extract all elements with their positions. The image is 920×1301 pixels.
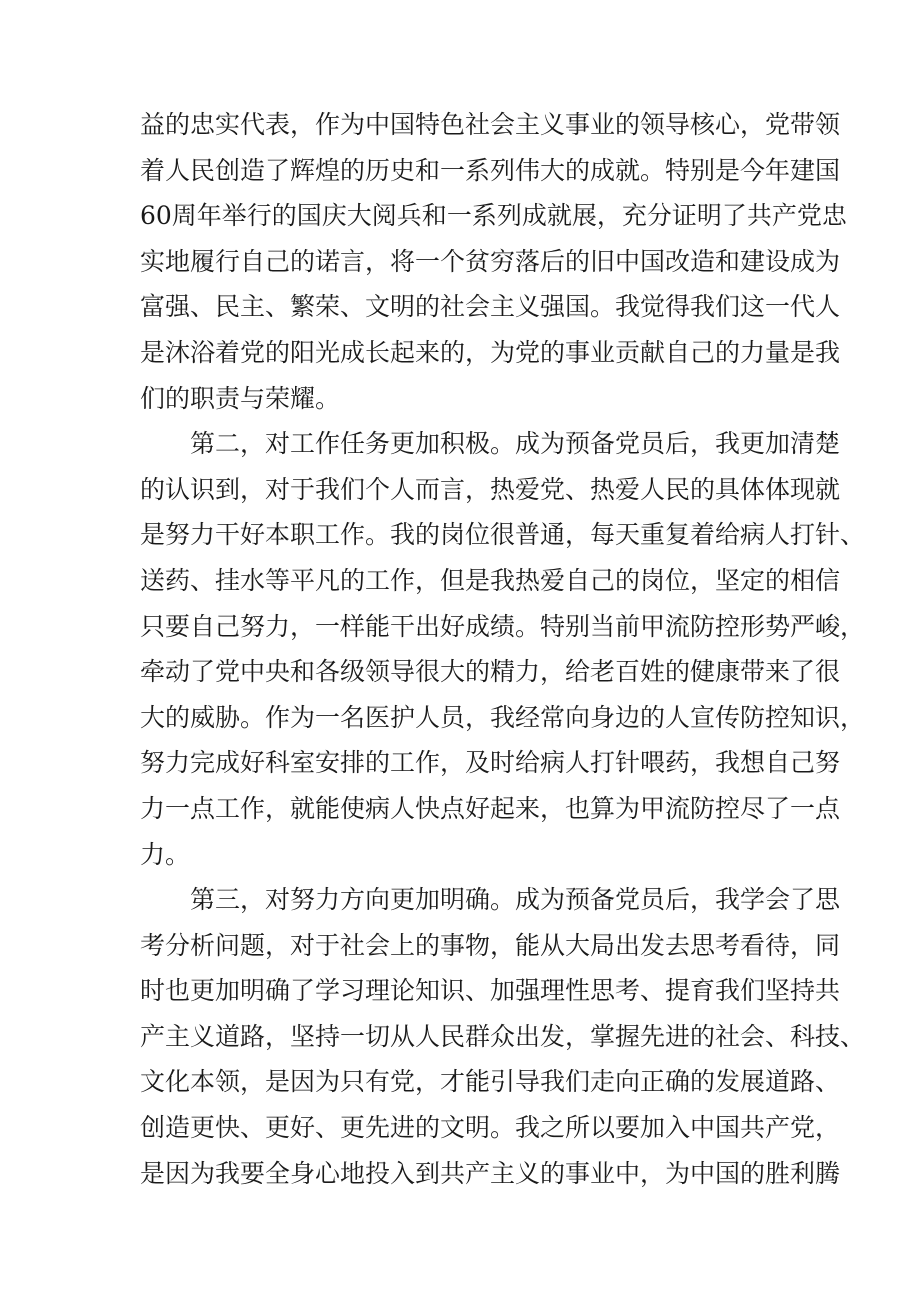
text-line: 大的威胁。作为一名医护人员，我经常向身边的人宣传防控知识， <box>140 702 866 732</box>
text-line: 牵动了党中央和各级领导很大的精力，给老百姓的健康带来了很 <box>140 657 841 687</box>
text-line: 时也更加明确了学习理论知识、加强理性思考、提育我们坚持共 <box>140 976 841 1006</box>
text-line: 第二，对工作任务更加积极。成为预备党员后，我更加清楚 <box>190 429 841 459</box>
text-line: 是沐浴着党的阳光成长起来的，为党的事业贡献自己的力量是我 <box>140 337 841 367</box>
text-line: 考分析问题，对于社会上的事物，能从大局出发去思考看待，同 <box>140 930 841 960</box>
text-line: 的认识到，对于我们个人而言，热爱党、热爱人民的具体体现就 <box>140 474 841 504</box>
text-line: 文化本领，是因为只有党，才能引导我们走向正确的发展道路、 <box>140 1067 841 1097</box>
text-line: 是努力干好本职工作。我的岗位很普通，每天重复着给病人打针、 <box>140 520 866 550</box>
text-line: 富强、民主、繁荣、文明的社会主义强国。我觉得我们这一代人 <box>140 292 841 322</box>
text-line: 们的职责与荣耀。 <box>140 383 341 413</box>
text-line: 益的忠实代表，作为中国特色社会主义事业的领导核心，党带领 <box>140 110 841 139</box>
text-line: 创造更快、更好、更先进的文明。我之所以要加入中国共产党， <box>140 1113 841 1143</box>
text-line: 实地履行自己的诺言，将一个贫穷落后的旧中国改造和建设成为 <box>140 246 841 276</box>
text-line: 力一点工作，就能使病人快点好起来，也算为甲流防控尽了一点 <box>140 793 841 823</box>
paragraph-second <box>140 421 866 877</box>
text-line: 产主义道路，坚持一切从人民群众出发，掌握先进的社会、科技、 <box>140 1021 866 1051</box>
text-line: 力。 <box>140 839 191 869</box>
text-line: 只要自己努力，一样能干出好成绩。特别当前甲流防控形势严峻， <box>140 611 866 641</box>
paragraph-continuation <box>140 102 847 421</box>
text-line: 60周年举行的国庆大阅兵和一系列成就展，充分证明了共产党忠 <box>140 201 847 231</box>
text-line: 着人民创造了辉煌的历史和一系列伟大的成就。特别是今年建国 <box>140 155 841 185</box>
text-line: 第三，对努力方向更加明确。成为预备党员后，我学会了思 <box>190 885 841 915</box>
text-line: 送药、挂水等平凡的工作，但是我热爱自己的岗位，坚定的相信 <box>140 565 841 595</box>
text-line: 是因为我要全身心地投入到共产主义的事业中，为中国的胜利腾 <box>140 1158 841 1188</box>
text-line: 努力完成好科室安排的工作，及时给病人打针喂药，我想自己努 <box>140 748 841 778</box>
document-body <box>140 102 866 1196</box>
paragraph-third <box>140 877 866 1196</box>
